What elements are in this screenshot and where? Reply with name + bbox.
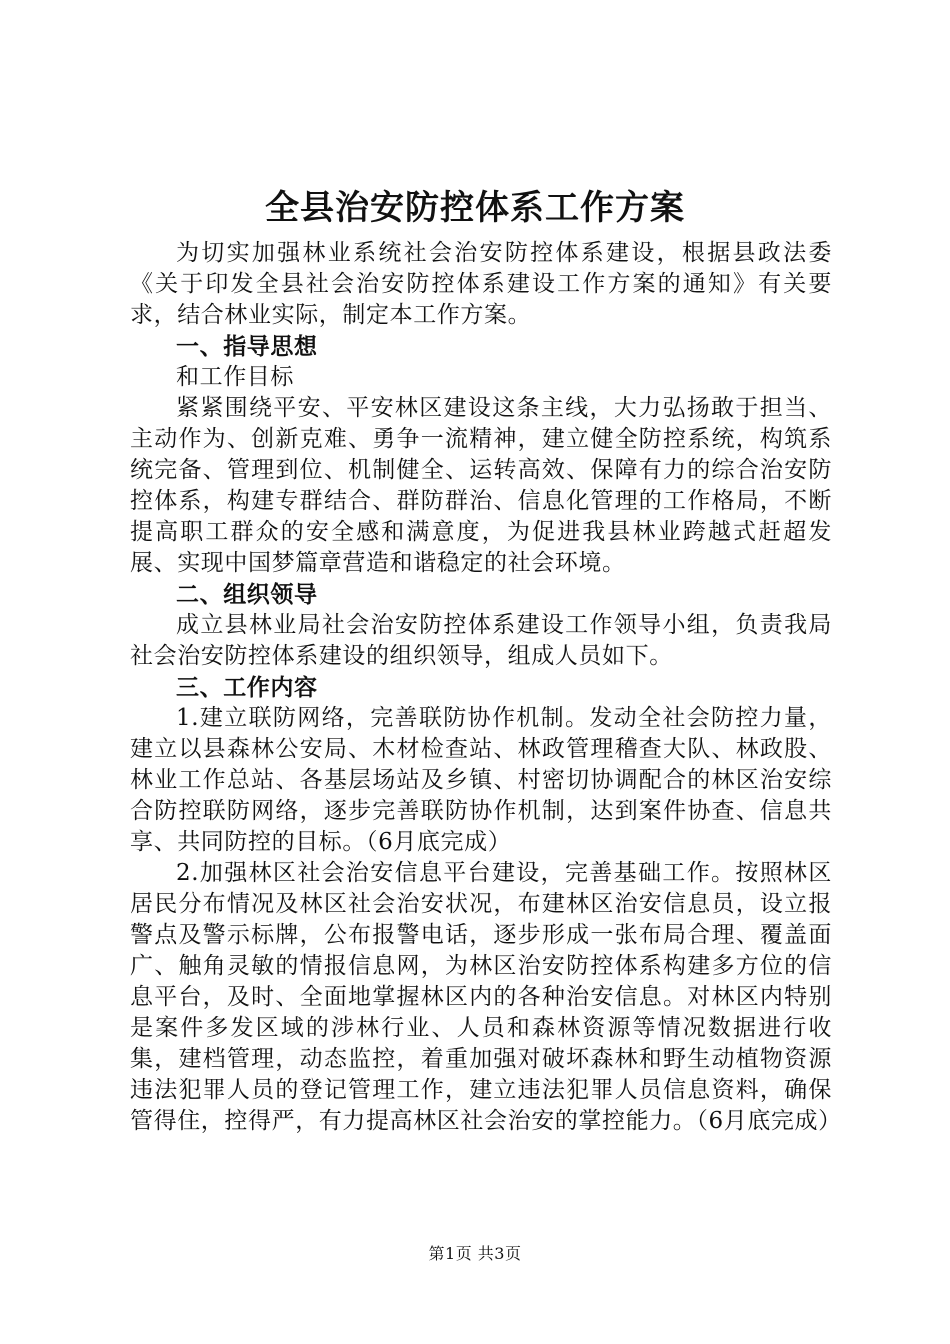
section1-paragraph: 紧紧围绕平安、平安林区建设这条主线，大力弘扬敢于担当、主动作为、创新克难、勇争一流精神，建立健全防控系统，构筑系统完备、管理到位、机制健全、运转高效、保障有力的综合治安防控体系，构建专群结合、群防群治、信息化管理的工作格局，不断提高职工群众的安全感和满意度，为促进我县林业跨越式赶超发展、实现中国梦篇章营造和谐稳定的社会环境。 [130,395,832,576]
section3-item-1: 1.建立联防网络，完善联防协作机制。发动全社会防控力量，建立以县森林公安局、木材检查站、林政管理稽查大队、林政股、林业工作总站、各基层场站及乡镇、村密切协调配合的林区治安综合防控联防网络，逐步完善联防协作机制，达到案件协查、信息共享、共同防控的目标。（6月底完成） [130,705,832,855]
page-footer: 第1页 共3页 [428,1244,522,1263]
intro-paragraph: 为切实加强林业系统社会治安防控体系建设，根据县政法委《关于印发全县社会治安防控体系建设工作方案的通知》有关要求，结合林业实际，制定本工作方案。 [130,240,832,328]
section3-item-2: 2.加强林区社会治安信息平台建设，完善基础工作。按照林区居民分布情况及林区社会治安状况，布建林区治安信息员，设立报警点及警示标牌，公布报警电话，逐步形成一张布局合理、覆盖面广、触角灵敏的情报信息网，为林区治安防控体系构建多方位的信息平台，及时、全面地掌握林区内的各种治安信息。对林区内特别是案件多发区域的涉林行业、人员和森林资源等情况数据进行收集，建档管理，动态监控，着重加强对破坏森林和野生动植物资源违法犯罪人员的登记管理工作，建立违法犯罪人员信息资料，确保管得住，控得严，有力提高林区社会治安的掌控能力。（6月底完成） [130,860,842,1134]
section3-heading: 三、工作内容 [176,674,318,701]
document-body [130,238,842,1137]
section1-heading: 一、指导思想 [176,333,318,360]
document-title: 全县治安防控体系工作方案 [265,188,685,228]
section2-heading: 二、组织领导 [176,581,318,608]
section1-subheading: 和工作目标 [176,364,294,390]
section2-paragraph: 成立县林业局社会治安防控体系建设工作领导小组，负责我局社会治安防控体系建设的组织领导，组成人员如下。 [130,612,832,669]
